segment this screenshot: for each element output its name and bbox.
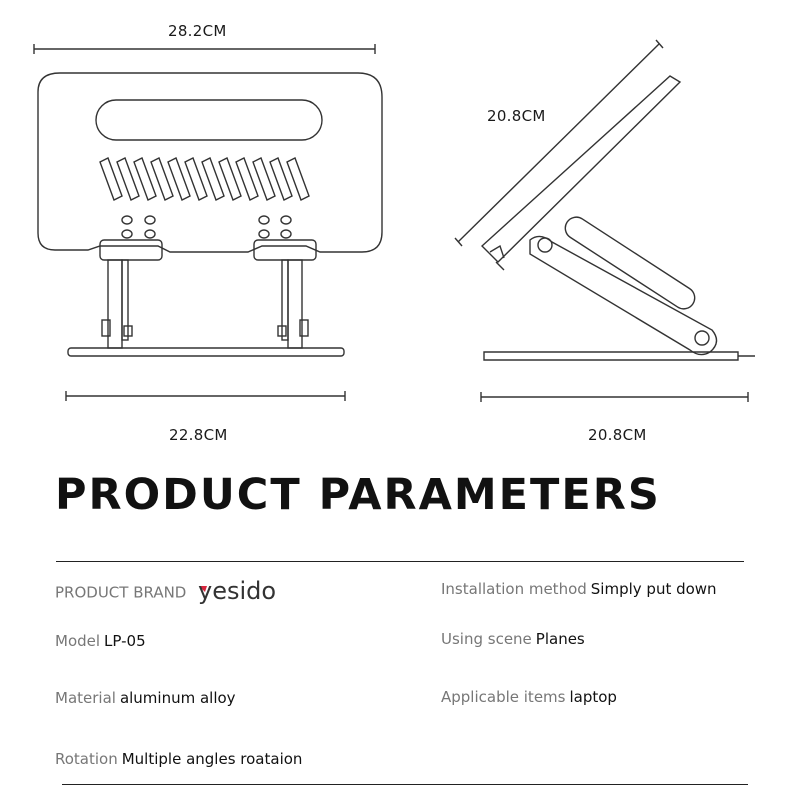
top-divider	[56, 561, 744, 562]
screw-holes	[122, 216, 291, 238]
param-brand	[55, 578, 293, 608]
right-clamp	[254, 240, 316, 260]
page-title: PRODUCT PARAMETERS	[55, 470, 661, 520]
installation-value: Simply put down	[590, 580, 717, 598]
vent-slots	[100, 158, 309, 200]
diagonal-label: 20.8CM	[487, 107, 546, 125]
installation-key: Installation method	[441, 580, 587, 598]
rotation-key: Rotation	[55, 750, 118, 768]
param-items	[441, 688, 617, 706]
side-base-label: 20.8CM	[588, 426, 647, 444]
yesido-logo	[197, 578, 293, 608]
front-base	[68, 348, 344, 356]
param-scene	[441, 630, 585, 648]
left-clamp	[100, 240, 162, 260]
rotation-value: Multiple angles roataion	[121, 750, 303, 768]
scene-key: Using scene	[441, 630, 532, 648]
model-value: LP-05	[104, 632, 146, 650]
param-model	[55, 632, 146, 650]
param-installation	[441, 580, 717, 598]
side-view	[455, 40, 755, 402]
param-rotation	[55, 750, 302, 768]
param-material	[55, 689, 236, 707]
scene-value: Planes	[535, 630, 585, 648]
model-key: Model	[55, 632, 101, 650]
items-value: laptop	[569, 688, 617, 706]
handle-slot	[96, 100, 322, 140]
bottom-divider	[62, 784, 748, 785]
material-key: Material	[55, 689, 116, 707]
logo-text: yesido	[198, 578, 277, 604]
base-dimension-line	[66, 391, 345, 401]
base-width-label: 22.8CM	[169, 426, 228, 444]
items-key: Applicable items	[441, 688, 566, 706]
front-legs	[102, 260, 308, 348]
brand-key: PRODUCT BRAND	[55, 583, 187, 602]
top-width-label: 28.2CM	[168, 22, 227, 40]
material-value: aluminum alloy	[119, 689, 236, 707]
top-dimension-line	[34, 44, 375, 54]
